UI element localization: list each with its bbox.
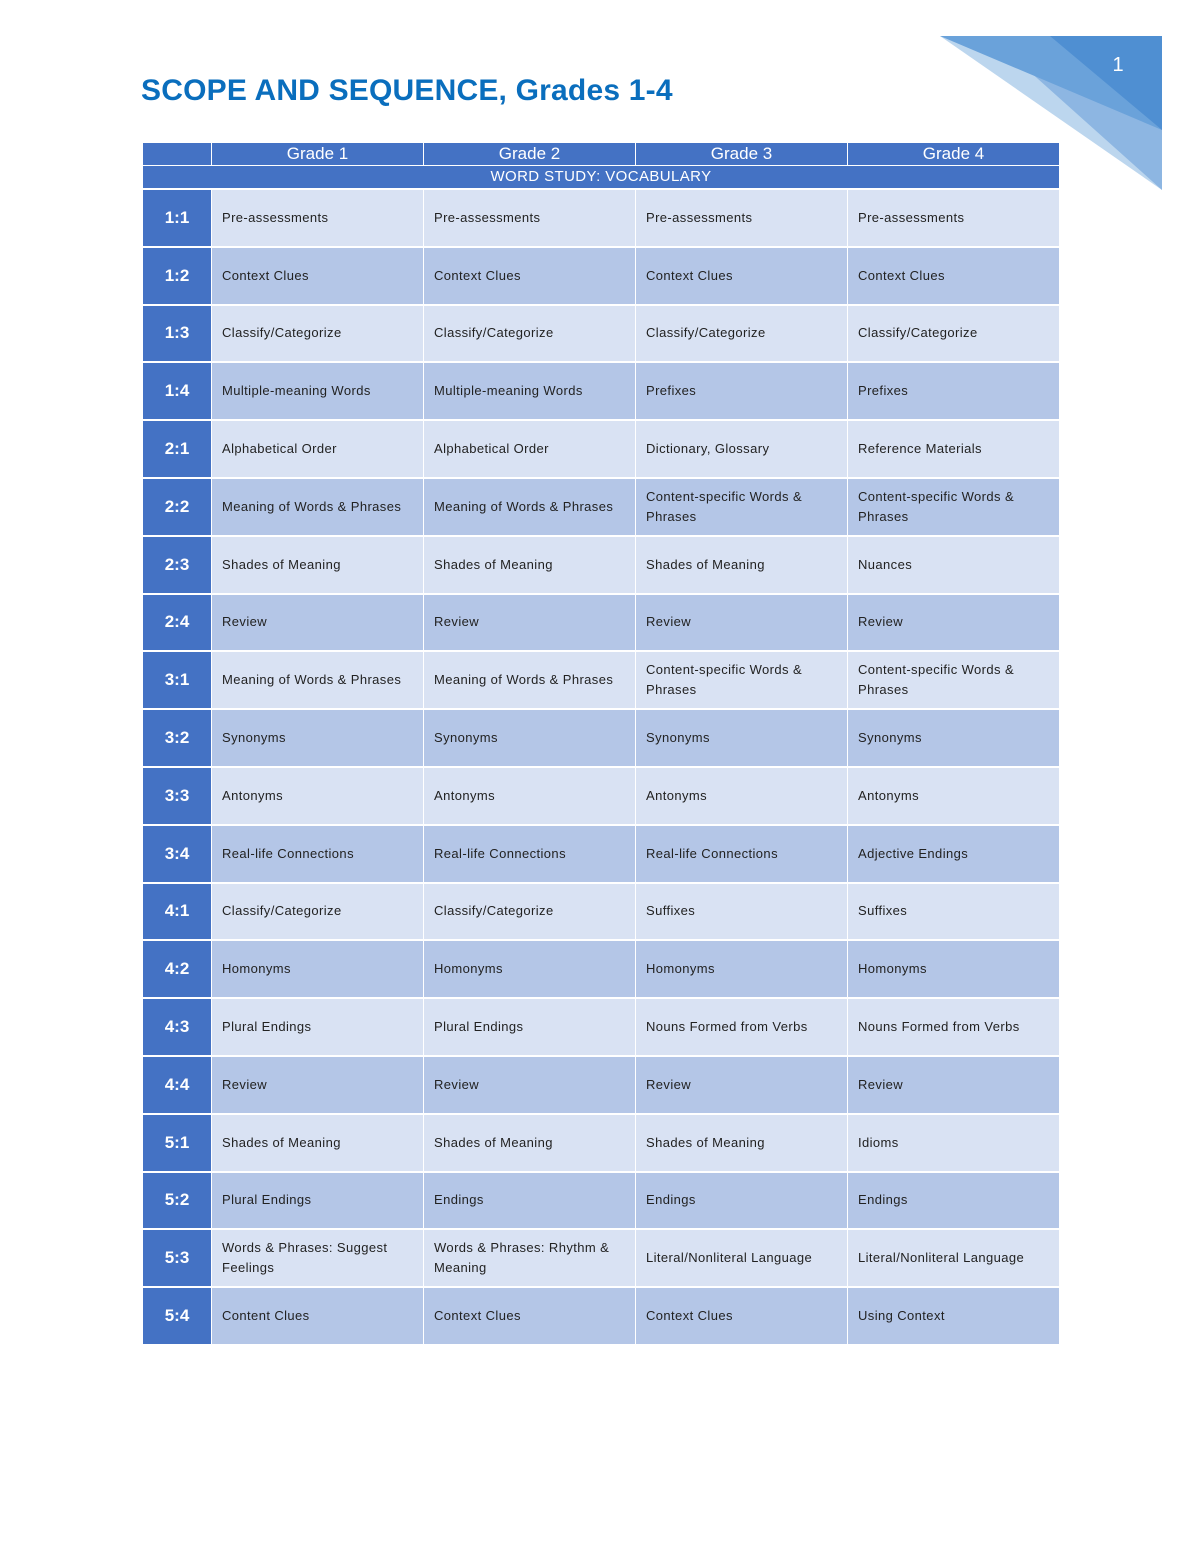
table-row (143, 594, 1060, 652)
grade-4-cell: Review (848, 594, 1060, 652)
grade-1-cell: Words & Phrases: Suggest Feelings (212, 1229, 424, 1287)
grade-1-cell: Plural Endings (212, 1172, 424, 1230)
unit-label: 2:1 (143, 420, 212, 478)
grade-3-cell: Dictionary, Glossary (636, 420, 848, 478)
grade-1-cell: Shades of Meaning (212, 536, 424, 594)
grade-4-cell: Classify/Categorize (848, 305, 1060, 363)
grade-4-cell: Review (848, 1056, 1060, 1114)
grade-3-header: Grade 3 (636, 143, 848, 166)
unit-label: 5:2 (143, 1172, 212, 1230)
grade-2-cell: Review (424, 1056, 636, 1114)
grade-3-cell: Antonyms (636, 767, 848, 825)
grade-1-cell: Plural Endings (212, 998, 424, 1056)
grade-2-cell: Meaning of Words & Phrases (424, 478, 636, 536)
grade-3-cell: Nouns Formed from Verbs (636, 998, 848, 1056)
grade-2-cell: Real-life Connections (424, 825, 636, 883)
grade-4-cell: Prefixes (848, 362, 1060, 420)
table-row (143, 998, 1060, 1056)
grade-4-cell: Synonyms (848, 709, 1060, 767)
grade-3-cell: Content-specific Words & Phrases (636, 478, 848, 536)
table-row (143, 1172, 1060, 1230)
grade-2-cell: Pre-assessments (424, 189, 636, 247)
grade-2-cell: Meaning of Words & Phrases (424, 651, 636, 709)
grade-3-cell: Review (636, 594, 848, 652)
unit-label: 5:4 (143, 1287, 212, 1345)
grade-2-cell: Alphabetical Order (424, 420, 636, 478)
grade-4-cell: Suffixes (848, 883, 1060, 941)
unit-label: 3:2 (143, 709, 212, 767)
grade-2-cell: Homonyms (424, 940, 636, 998)
grade-4-cell: Content-specific Words & Phrases (848, 478, 1060, 536)
grade-3-cell: Prefixes (636, 362, 848, 420)
grade-1-cell: Antonyms (212, 767, 424, 825)
grade-2-cell: Shades of Meaning (424, 1114, 636, 1172)
unit-label: 3:1 (143, 651, 212, 709)
grade-1-cell: Pre-assessments (212, 189, 424, 247)
unit-label: 2:4 (143, 594, 212, 652)
unit-label: 4:1 (143, 883, 212, 941)
grade-2-cell: Shades of Meaning (424, 536, 636, 594)
table-row (143, 883, 1060, 941)
grade-3-cell: Content-specific Words & Phrases (636, 651, 848, 709)
page-title: SCOPE AND SEQUENCE, Grades 1-4 (141, 74, 673, 107)
table-row (143, 362, 1060, 420)
scope-sequence-table (142, 142, 1060, 1345)
grade-3-cell: Suffixes (636, 883, 848, 941)
grade-4-cell: Idioms (848, 1114, 1060, 1172)
grade-4-cell: Antonyms (848, 767, 1060, 825)
table-row (143, 305, 1060, 363)
unit-label: 5:1 (143, 1114, 212, 1172)
grade-3-cell: Shades of Meaning (636, 1114, 848, 1172)
grade-1-cell: Shades of Meaning (212, 1114, 424, 1172)
grade-2-cell: Review (424, 594, 636, 652)
grade-4-cell: Nuances (848, 536, 1060, 594)
unit-label: 3:3 (143, 767, 212, 825)
table-row (143, 651, 1060, 709)
grade-1-cell: Classify/Categorize (212, 305, 424, 363)
grade-4-cell: Endings (848, 1172, 1060, 1230)
table-body (143, 189, 1060, 1345)
grade-1-cell: Real-life Connections (212, 825, 424, 883)
grade-1-cell: Alphabetical Order (212, 420, 424, 478)
page-number: 1 (1112, 54, 1124, 76)
unit-label: 1:1 (143, 189, 212, 247)
grade-3-cell: Shades of Meaning (636, 536, 848, 594)
unit-label: 4:3 (143, 998, 212, 1056)
grade-4-cell: Using Context (848, 1287, 1060, 1345)
section-header-row (143, 166, 1060, 190)
grade-2-cell: Context Clues (424, 1287, 636, 1345)
unit-label: 2:3 (143, 536, 212, 594)
unit-label: 4:2 (143, 940, 212, 998)
table-row (143, 1056, 1060, 1114)
grade-2-cell: Classify/Categorize (424, 883, 636, 941)
table-row (143, 247, 1060, 305)
grade-3-cell: Real-life Connections (636, 825, 848, 883)
grade-1-cell: Classify/Categorize (212, 883, 424, 941)
grade-1-cell: Meaning of Words & Phrases (212, 651, 424, 709)
grade-2-cell: Antonyms (424, 767, 636, 825)
grade-1-cell: Multiple-meaning Words (212, 362, 424, 420)
grade-4-cell: Reference Materials (848, 420, 1060, 478)
grade-2-cell: Multiple-meaning Words (424, 362, 636, 420)
table-row (143, 189, 1060, 247)
table-row (143, 420, 1060, 478)
unit-label: 1:3 (143, 305, 212, 363)
grade-3-cell: Homonyms (636, 940, 848, 998)
grade-4-cell: Nouns Formed from Verbs (848, 998, 1060, 1056)
grade-4-cell: Literal/Nonliteral Language (848, 1229, 1060, 1287)
grade-1-cell: Homonyms (212, 940, 424, 998)
table-row (143, 478, 1060, 536)
unit-label: 1:2 (143, 247, 212, 305)
grade-1-cell: Review (212, 594, 424, 652)
grade-3-cell: Synonyms (636, 709, 848, 767)
table-row (143, 1114, 1060, 1172)
grade-4-header: Grade 4 (848, 143, 1060, 166)
grade-3-cell: Classify/Categorize (636, 305, 848, 363)
grade-3-cell: Literal/Nonliteral Language (636, 1229, 848, 1287)
grade-3-cell: Context Clues (636, 247, 848, 305)
grade-2-cell: Endings (424, 1172, 636, 1230)
unit-label: 3:4 (143, 825, 212, 883)
section-title: WORD STUDY: VOCABULARY (143, 166, 1060, 190)
grade-1-cell: Review (212, 1056, 424, 1114)
grade-2-header: Grade 2 (424, 143, 636, 166)
grade-3-cell: Pre-assessments (636, 189, 848, 247)
grade-1-cell: Context Clues (212, 247, 424, 305)
grade-4-cell: Context Clues (848, 247, 1060, 305)
grade-2-cell: Words & Phrases: Rhythm & Meaning (424, 1229, 636, 1287)
unit-label: 5:3 (143, 1229, 212, 1287)
table-row (143, 825, 1060, 883)
grade-1-cell: Meaning of Words & Phrases (212, 478, 424, 536)
corner-header-cell (143, 143, 212, 166)
grade-4-cell: Content-specific Words & Phrases (848, 651, 1060, 709)
grade-4-cell: Adjective Endings (848, 825, 1060, 883)
unit-label: 1:4 (143, 362, 212, 420)
grade-1-header: Grade 1 (212, 143, 424, 166)
table-row (143, 940, 1060, 998)
grade-3-cell: Context Clues (636, 1287, 848, 1345)
grade-2-cell: Synonyms (424, 709, 636, 767)
grade-4-cell: Pre-assessments (848, 189, 1060, 247)
table-row (143, 767, 1060, 825)
table-row (143, 1287, 1060, 1345)
grade-4-cell: Homonyms (848, 940, 1060, 998)
table-row (143, 536, 1060, 594)
grade-1-cell: Synonyms (212, 709, 424, 767)
grade-3-cell: Review (636, 1056, 848, 1114)
grade-header-row (143, 143, 1060, 166)
grade-2-cell: Plural Endings (424, 998, 636, 1056)
unit-label: 2:2 (143, 478, 212, 536)
grade-2-cell: Classify/Categorize (424, 305, 636, 363)
grade-3-cell: Endings (636, 1172, 848, 1230)
grade-1-cell: Content Clues (212, 1287, 424, 1345)
unit-label: 4:4 (143, 1056, 212, 1114)
table-row (143, 1229, 1060, 1287)
grade-2-cell: Context Clues (424, 247, 636, 305)
table-row (143, 709, 1060, 767)
